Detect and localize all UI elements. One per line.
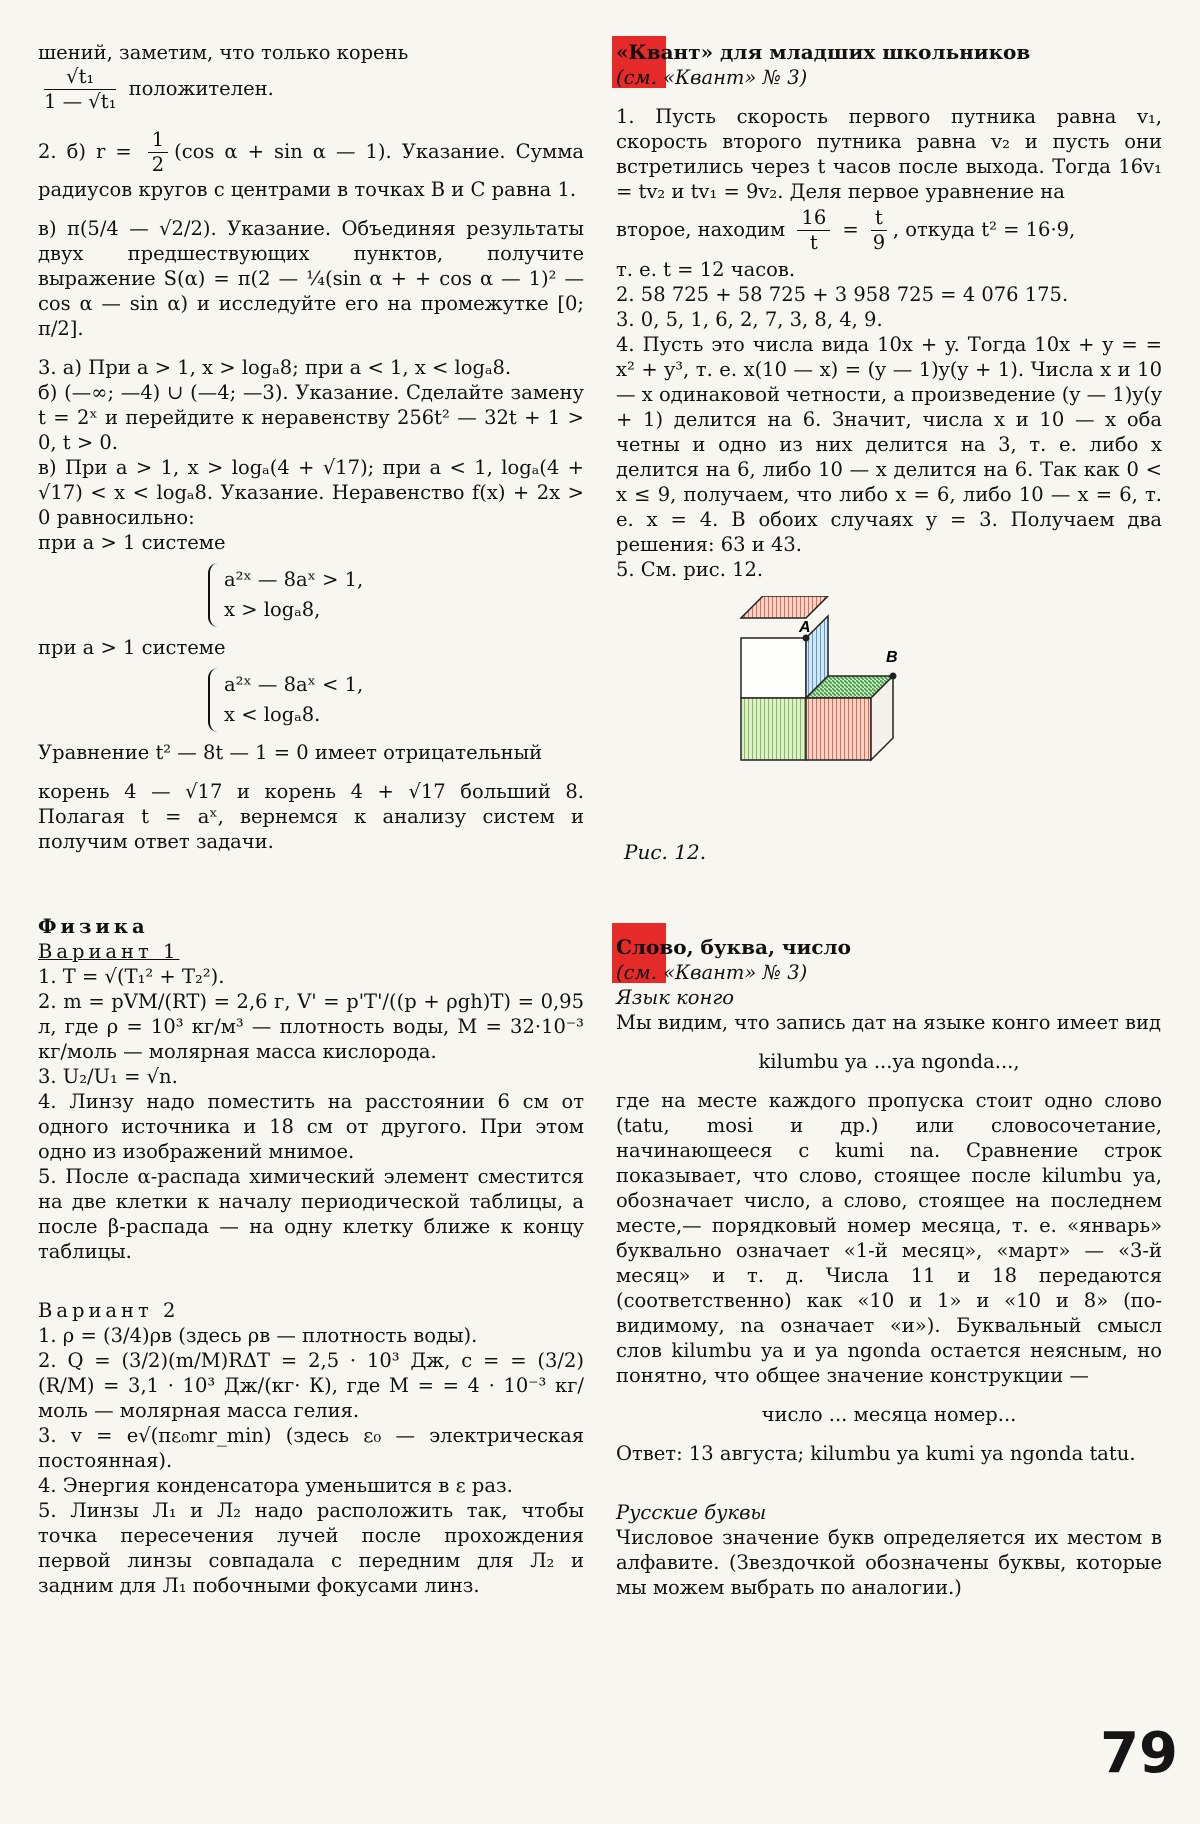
kvant-item-3: 3. 0, 5, 1, 6, 2, 7, 3, 8, 4, 9.	[616, 308, 883, 331]
v1-item-5: 5. После α-распада химический элемент сместится на две клетки к началу периодической таблицы, а после β-распада — на одну клетку ближе к концу таблицы.	[38, 1165, 584, 1263]
slovo-heading: Слово, буква, число (см. «Квант» № 3)	[616, 935, 1162, 985]
v1-item-4: 4. Линзу надо поместить на расстоянии 6 см от одного источника и 18 см от другого. При этом одно из изображений мнимое.	[38, 1090, 584, 1163]
v1-item-3: 3. U₂/U₁ = √n.	[38, 1065, 178, 1088]
slovo-phrase: число ... месяца номер...	[761, 1403, 1017, 1426]
system-1: a²ˣ — 8aˣ > 1, x > logₐ8,	[208, 563, 584, 627]
slovo-paragraph-1: Мы видим, что запись дат на языке конго имеет вид	[616, 1011, 1161, 1034]
right-column	[616, 40, 1162, 1600]
bottom-left-front-face	[741, 698, 806, 760]
russian-letters-text: Числовое значение букв определяется их местом в алфавите. (Звездочкой обозначены буквы, которые мы можем выбрать по аналогии.)	[616, 1526, 1162, 1599]
bottom-right-front-face	[806, 698, 871, 760]
slovo-answer: Ответ: 13 августа; kilumbu ya kumi ya ngonda tatu.	[616, 1442, 1136, 1465]
v2-item-2: 2. Q = (3/2)(m/M)RΔT = 2,5 · 10³ Дж, c = = (3/2)(R/M) = 3,1 · 10³ Дж/(кг· К), где M = = 4 · 10⁻³ кг/моль — молярная масса гелия.	[38, 1349, 584, 1422]
v2-item-4: 4. Энергия конденсатора уменьшится в ε раз.	[38, 1474, 513, 1497]
cubes-illustration	[616, 596, 1162, 836]
variant2-title: Вариант 2	[38, 1299, 180, 1322]
problem-3v: в) При a > 1, x > logₐ(4 + √17); при a < 1, logₐ(4 + √17) < x < logₐ8. Указание. Неравенство f(x) + 2x > 0 равносильно:	[38, 456, 584, 529]
kvant-item-4: 4. Пусть это числа вида 10x + y. Тогда 10x + y = = x² + y³, т. е. x(10 — x) = (y — 1)y(y + 1). Числа x и 10 — x одинаковой четности, а произведение (y — 1)y(y + 1) делится на 6. Значит, числа x и 10 — x оба четны и одно из них делится на 3, т. е. либо x делится на 6, либо 10 — x делится на 6. Так как 0 < x ≤ 9, получаем, что либо x = 6, либо 10 — x = 6, т. е. x = 4. В обоих случаях y = 3. Получаем два решения: 63 и 43.	[616, 333, 1162, 556]
system-2: a²ˣ — 8aˣ < 1, x < logₐ8.	[208, 668, 584, 732]
system1-intro: при a > 1 системе	[38, 531, 226, 554]
point-b	[890, 673, 897, 680]
figure-12	[616, 596, 1162, 836]
russian-letters-title: Русские буквы	[616, 1501, 767, 1524]
v1-item-2: 2. m = pVM/(RT) = 2,6 г, V' = p'T'/((p + ρgh)T) = 0,95 л, где ρ = 10³ кг/м³ — плотность воды, M = 32·10⁻³ кг/моль — молярная масса кислорода.	[38, 990, 584, 1063]
kvant-item-2: 2. 58 725 + 58 725 + 3 958 725 = 4 076 175.	[616, 283, 1069, 306]
equation-line: Уравнение t² — 8t — 1 = 0 имеет отрицательный	[38, 741, 543, 764]
problem-3b: б) (—∞; —4) ∪ (—4; —3). Указание. Сделайте замену t = 2ˣ и перейдите к неравенству 256t² — 32t + 1 > 0, t > 0.	[38, 381, 584, 454]
v1-item-1: 1. T = √(T₁² + T₂²).	[38, 965, 225, 988]
page-number: 79	[1100, 1721, 1178, 1786]
variant1-title: Вариант 1	[38, 940, 180, 963]
kvant-heading: «Квант» для младших школьников (см. «Квант» № 3)	[616, 40, 1162, 90]
roots-text: корень 4 — √17 и корень 4 + √17 больший 8. Полагая t = aˣ, вернемся к анализу систем и получим ответ задачи.	[38, 780, 584, 853]
problem-3a: 3. а) При a > 1, x > logₐ8; при a < 1, x < logₐ8.	[38, 356, 512, 379]
label-a: A	[799, 619, 811, 636]
top-cube-top-face	[741, 596, 828, 618]
intro-fraction-line: $\frac{\text{√t₁}}{\text{1 — √t₁}}$ положителен.	[44, 65, 274, 113]
figure-caption: Рис. 12.	[624, 840, 707, 864]
problem-2v: в) π(5/4 — √2/2). Указание. Объединяя результаты двух предшествующих пунктов, получите выражение S(α) = π(2 — ¼(sin α + + cos α — 1)² — cos α — sin α) и исследуйте его на промежутке [0; π/2].	[38, 217, 584, 340]
left-column	[38, 40, 584, 1598]
kvant-item-1: 1. Пусть скорость первого путника равна v₁, скорость второго путника равна v₂ и пусть они встретились через t часов после выхода. Тогда 16v₁ = tv₂ и tv₁ = 9v₂. Деля первое уравнение на	[616, 105, 1162, 203]
p2b-fraction: $\frac{1}{2}$	[148, 128, 168, 177]
system2-intro: при a > 1 системе	[38, 636, 226, 659]
slovo-subtitle: Язык конго	[616, 986, 734, 1009]
v2-item-3: 3. v = e√(πε₀mr_min) (здесь ε₀ — электрическая постоянная).	[38, 1424, 584, 1472]
intro-line: шений, заметим, что только корень	[38, 41, 409, 64]
physics-title: Физика	[38, 915, 149, 938]
problem-2b: 2. б) r = $\frac{1}{2}$ (cos α + sin α — 1). Указание. Сумма радиусов кругов с центрами в точках B и C равна 1.	[38, 128, 584, 201]
top-cube-front-face	[741, 638, 806, 698]
v2-item-5: 5. Линзы Л₁ и Л₂ надо расположить так, чтобы точка пересечения лучей после прохождения первой линзы совпадала с передним для Л₂ и задним для Л₁ побочными фокусами линз.	[38, 1499, 584, 1597]
slovo-paragraph-2: где на месте каждого пропуска стоит одно слово (tatu, mosi и др.) или словосочетание, начинающееся с kumi na. Сравнение строк показывает, что слово, стоящее после kilumbu ya, обозначает число, а слово, стоящее на последнем месте,— порядковый номер месяца, т. е. «январь» буквально означает «1-й месяц», «март» — «3-й месяц» и т. д. Числа 11 и 18 передаются (соответственно) как «10 и 1» и «10 и 8» (по-видимому, na означает «и»). Буквальный смысл слов kilumbu ya и ya ngonda остается неясным, но понятно, что общее значение конструкции —	[616, 1089, 1162, 1387]
slovo-formula: kilumbu ya ...ya ngonda...,	[758, 1050, 1020, 1073]
label-b: B	[886, 649, 898, 666]
v2-item-1: 1. ρ = (3/4)ρв (здесь ρв — плотность воды).	[38, 1324, 478, 1347]
kvant-item-5: 5. См. рис. 12.	[616, 558, 764, 581]
kvant-item-1-fractions: второе, находим $\frac{16}{t}$ = $\frac{t}{9}$ , откуда t² = 16·9,	[616, 206, 1076, 254]
kvant-item-1-end: т. е. t = 12 часов.	[616, 258, 796, 281]
intro-fraction: $\frac{\text{√t₁}}{\text{1 — √t₁}}$	[44, 65, 117, 113]
